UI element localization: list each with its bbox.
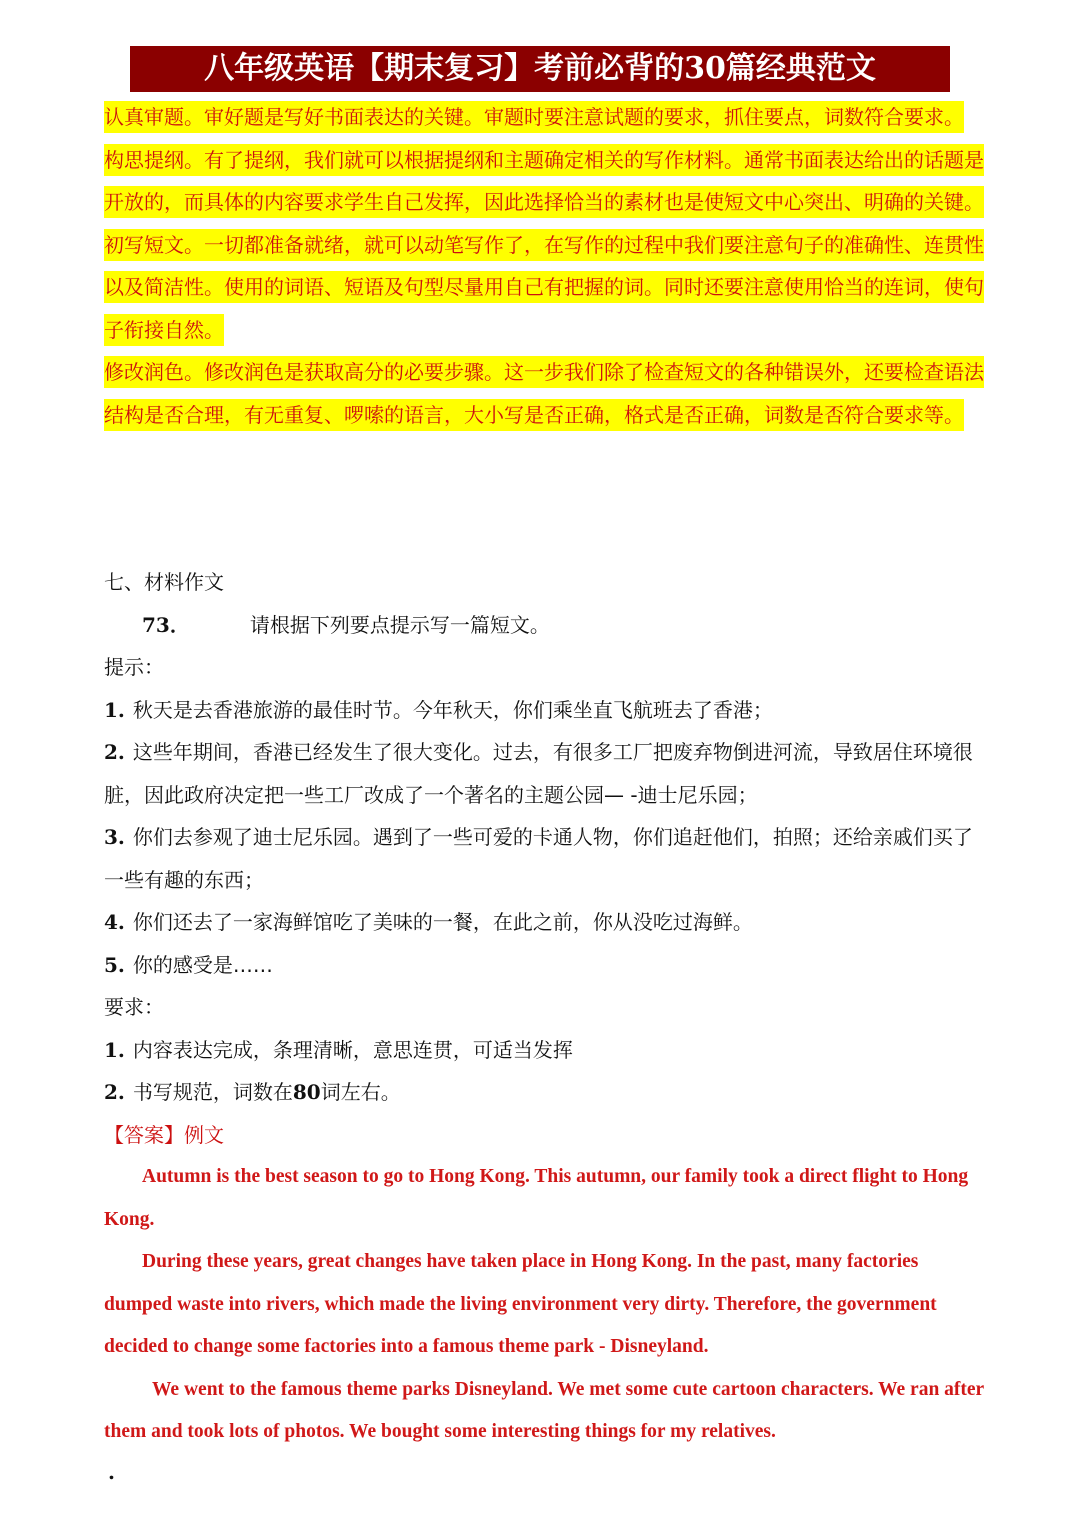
page-title: 八年级英语【期末复习】考前必背的30篇经典范文: [130, 46, 950, 92]
requirement-text: 内容表达完成，条理清晰，意思连贯，可适当发挥: [132, 1037, 573, 1062]
essay-paragraph: During these years, great changes have taken place in Hong Kong. In the past, many factories dumped waste into rivers, which made the living environment very dirty. Therefore, the government decided to change some factories into a famous theme park - Disneyland.: [104, 1251, 937, 1357]
requirement-item: [104, 1071, 984, 1114]
tip-paragraph: [104, 351, 984, 436]
hint-number: 2.: [104, 740, 125, 764]
requirements-label: 要求：: [104, 995, 164, 1019]
requirement-text: 书写规范，词数在: [132, 1080, 293, 1104]
essay-paragraph: Autumn is the best season to go to Hong Kong. This autumn, our family took a direct flight to Hong Kong.: [104, 1166, 969, 1230]
tip-text: 认真审题。审好题是写好书面表达的关键。审题时要注意试题的要求，抓住要点，词数符合要求。: [104, 101, 964, 133]
hint-number: 3.: [104, 825, 125, 849]
requirement-item: [104, 1029, 984, 1072]
hint-item: [104, 816, 984, 901]
writing-tips: [104, 96, 984, 436]
requirement-text: 词左右。: [320, 1080, 401, 1104]
tip-text: 修改润色。修改润色是获取高分的必要步骤。这一步我们除了检查短文的各种错误外，还要检查语法结构是否合理，有无重复、啰嗦的语言，大小写是否正确，格式是否正确，词数是否符合要求等。: [104, 356, 984, 431]
question-section: [104, 561, 984, 1156]
word-count: 80: [292, 1080, 321, 1104]
sample-essay: [104, 1156, 984, 1454]
hint-item: [104, 944, 984, 987]
tip-text: 构思提纲。有了提纲，我们就可以根据提纲和主题确定相关的写作材料。通常书面表达给出的话题是开放的，而具体的内容要求学生自己发挥，因此选择恰当的素材也是使短文中心突出、明确的关键。: [104, 144, 984, 219]
hint-text: 秋天是去香港旅游的最佳时节。今年秋天，你们乘坐直飞航班去了香港；: [132, 697, 773, 722]
tip-paragraph: [104, 139, 984, 224]
question-line: [104, 604, 984, 647]
essay-paragraph: We went to the famous theme parks Disneyland. We met some cute cartoon characters. We ran after them and took lots of photos. We bought some interesting things for my relatives.: [104, 1378, 984, 1442]
hint-text: 这些年期间，香港已经发生了很大变化。过去，有很多工厂把废弃物倒进河流，导致居住环境很脏，因此政府决定把一些工厂改成了一个著名的主题公园— -迪士尼乐园；: [104, 740, 973, 807]
requirement-number: 2.: [104, 1080, 125, 1104]
question-text: 请根据下列要点提示写一篇短文。: [249, 612, 550, 637]
trailing-mark: .: [108, 1460, 115, 1484]
answer-label: 【答案】例文: [104, 1122, 224, 1147]
hint-item: [104, 901, 984, 944]
tip-paragraph: [104, 96, 984, 139]
hint-number: 4.: [104, 910, 125, 934]
hint-number: 1.: [104, 697, 125, 722]
tip-paragraph: [104, 224, 984, 352]
hints-label: 提示：: [104, 655, 164, 679]
hint-text: 你们还去了一家海鲜馆吃了美味的一餐，在此之前，你从没吃过海鲜。: [132, 910, 753, 934]
question-number: 73．: [142, 612, 190, 637]
section-heading: 七、材料作文: [104, 570, 224, 594]
requirement-number: 1.: [104, 1037, 125, 1062]
hint-text: 你的感受是……: [132, 952, 273, 977]
hint-text: 你们去参观了迪士尼乐园。遇到了一些可爱的卡通人物，你们追赶他们，拍照；还给亲戚们买了一些有趣的东西；: [104, 825, 973, 892]
tip-text: 初写短文。一切都准备就绪，就可以动笔写作了，在写作的过程中我们要注意句子的准确性、连贯性以及简洁性。使用的词语、短语及句型尽量用自己有把握的词。同时还要注意使用恰当的连词，使句子衔接自然。: [104, 229, 984, 346]
hint-item: [104, 731, 984, 816]
hint-number: 5.: [104, 952, 125, 977]
hint-item: [104, 689, 984, 732]
